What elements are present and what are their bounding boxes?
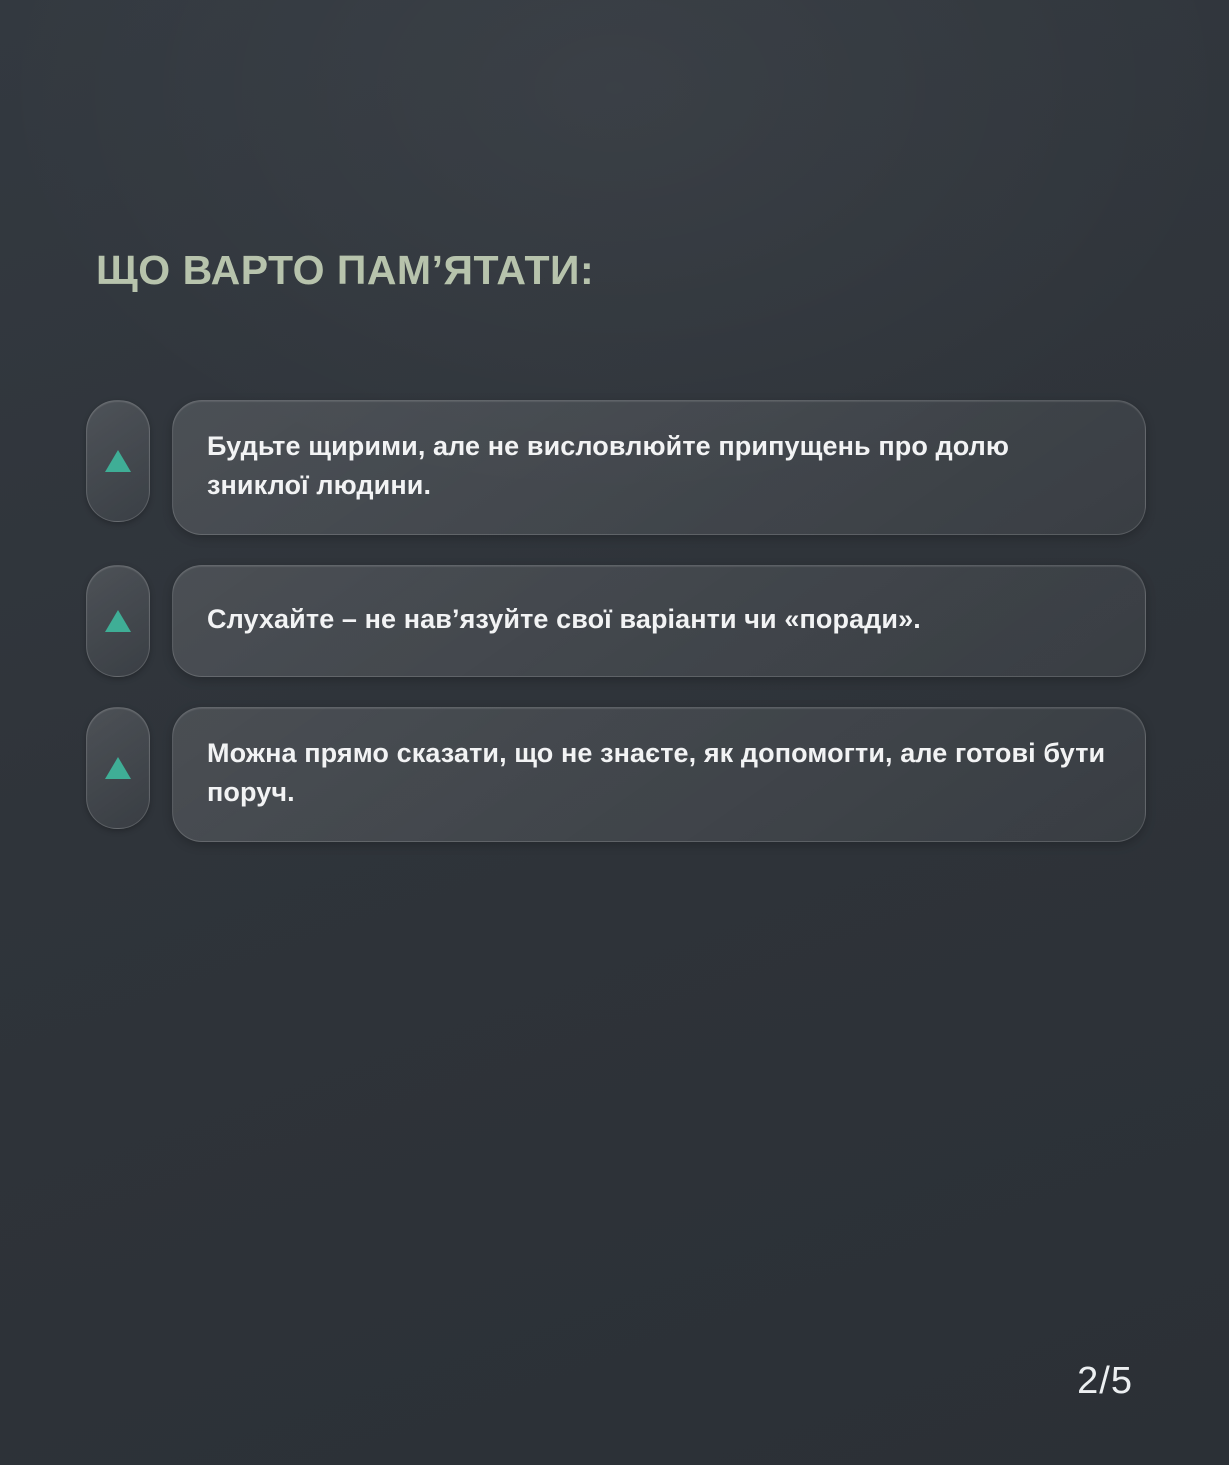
list-item [86,565,1146,677]
list-item [86,707,1146,842]
tip-text-2: Слухайте – не нав’язуйте свої варіанти чи «поради». [207,604,921,635]
list-item [86,400,1146,535]
marker-badge-3 [86,707,150,829]
triangle-up-icon [103,608,133,634]
marker-badge-1 [86,400,150,522]
tip-text-3: Можна прямо сказати, що не знаєте, як допомогти, але готові бути поруч. [207,737,1106,808]
page-indicator: 2/5 [1077,1360,1133,1402]
triangle-up-icon [103,448,133,474]
page-title: ЩО ВАРТО ПАМ’ЯТАТИ: [96,247,595,293]
tip-text-1: Будьте щирими, але не висловлюйте припущень про долю зниклої людини. [207,431,1010,501]
tip-card-2 [172,565,1146,677]
marker-badge-2 [86,565,150,677]
tip-card-1 [172,400,1146,535]
triangle-up-icon [103,755,133,781]
tip-card-3 [172,707,1146,842]
tips-list [86,400,1146,842]
